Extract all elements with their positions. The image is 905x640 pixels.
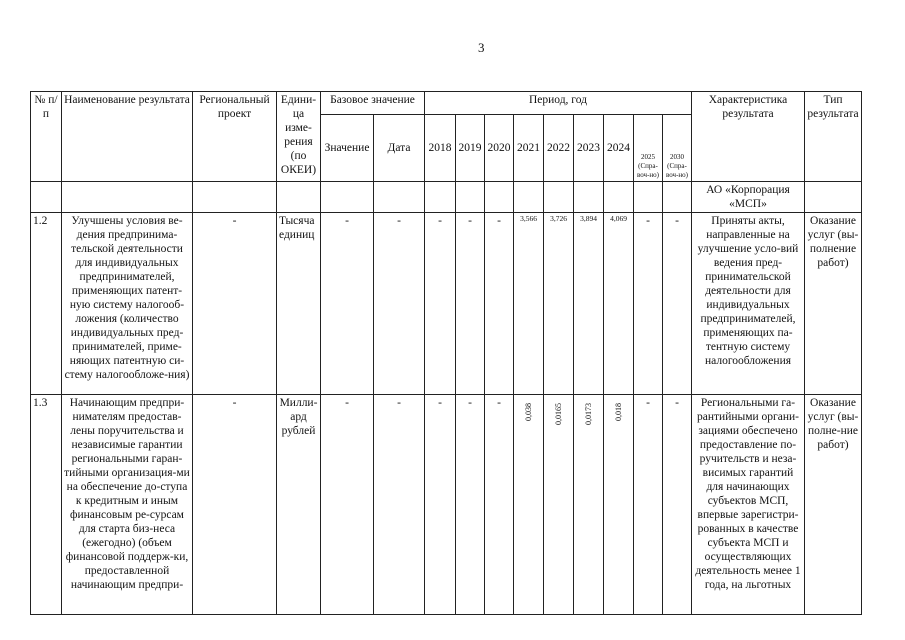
row-year-2030: - <box>663 395 692 615</box>
row-year-2018: - <box>425 395 456 615</box>
header-year-2021: 2021 <box>514 115 544 182</box>
row-unit: Милли-ард рублей <box>277 395 321 615</box>
header-name: Наименование результата <box>62 92 193 182</box>
header-base: Базовое значение <box>321 92 425 115</box>
header-year-2030: 2030 (Спра-воч-но) <box>663 115 692 182</box>
row-characteristic: Приняты акты, направленные на улучшение усло-вий ведения пред-принимательской деятельности для индивидуальных предпринимателей, применяющих па-тентную систему налогообложения <box>692 213 805 395</box>
row-base-date: - <box>374 213 425 395</box>
header-year-2025: 2025 (Спра-воч-но) <box>634 115 663 182</box>
row-unit: Тысяча единиц <box>277 213 321 395</box>
row-year-2020: - <box>485 213 514 395</box>
row-project: - <box>193 395 277 615</box>
row-year-2021: 0,038 <box>523 403 533 421</box>
section-organization: АО «Корпорация «МСП» <box>692 182 805 213</box>
row-year-2025: - <box>634 213 663 395</box>
header-date: Дата <box>374 115 425 182</box>
row-year-2024: 4,069 <box>604 213 634 395</box>
row-year-2030: - <box>663 213 692 395</box>
results-table <box>30 91 862 615</box>
row-year-2020: - <box>485 395 514 615</box>
row-name: Улучшены условия ве-дения предпринима-тельской деятельности для индивидуальных предпринимателей, применяющих патент-ную систему налогооб-ложения (количество индивидуальных пред-принимателей, приме-няющих патентную си-стему налогообложе-ния) <box>62 213 193 395</box>
row-base-value: - <box>321 395 374 615</box>
header-num: № п/п <box>31 92 62 182</box>
row-year-2019: - <box>456 395 485 615</box>
row-year-2022: 0,0165 <box>553 403 563 425</box>
header-year-2020: 2020 <box>485 115 514 182</box>
row-type: Оказание услуг (вы-полне-ние работ) <box>805 395 862 615</box>
row-year-2023: 0,0173 <box>583 403 593 425</box>
row-year-2021: 3,566 <box>514 213 544 395</box>
header-unit: Едини-ца изме-рения (по ОКЕИ) <box>277 92 321 182</box>
header-year-2019: 2019 <box>456 115 485 182</box>
row-type: Оказание услуг (вы-полнение работ) <box>805 213 862 395</box>
page-number: 3 <box>478 40 485 55</box>
header-project: Региональный проект <box>193 92 277 182</box>
row-base-date: - <box>374 395 425 615</box>
header-year-2024: 2024 <box>604 115 634 182</box>
row-year-2022: 3,726 <box>544 213 574 395</box>
header-year-2023: 2023 <box>574 115 604 182</box>
row-base-value: - <box>321 213 374 395</box>
row-year-2024: 0,018 <box>613 403 623 421</box>
table-row <box>31 395 862 615</box>
header-value: Значение <box>321 115 374 182</box>
header-characteristic: Характеристика результата <box>692 92 805 182</box>
row-year-2018: - <box>425 213 456 395</box>
header-year-2018: 2018 <box>425 115 456 182</box>
row-year-2025: - <box>634 395 663 615</box>
row-num: 1.3 <box>31 395 62 615</box>
row-num: 1.2 <box>31 213 62 395</box>
header-period: Период, год <box>425 92 692 115</box>
header-year-2022: 2022 <box>544 115 574 182</box>
row-year-2023: 3,894 <box>574 213 604 395</box>
header-type: Тип результата <box>805 92 862 182</box>
table-row <box>31 213 862 395</box>
row-year-2019: - <box>456 213 485 395</box>
row-project: - <box>193 213 277 395</box>
row-name: Начинающим предпри-нимателям предостав-лены поручительства и независимые гарантии региональными гаран-тийными организация-ми на обеспечение до-ступа к кредитным и иным финансовым ре-сурсам для старта биз-неса (ежегодно) (объем финансовой поддерж-ки, предоставленной начинающим предпри- <box>62 395 193 615</box>
row-characteristic: Региональными га-рантийными органи-зациями обеспечено предоставление по-ручительств и неза-висимых гарантий для начинающих субъектов МСП, впервые зарегистри-рованных в качестве субъекта МСП и осуществляющих деятельность менее 1 года, на льготных <box>692 395 805 615</box>
